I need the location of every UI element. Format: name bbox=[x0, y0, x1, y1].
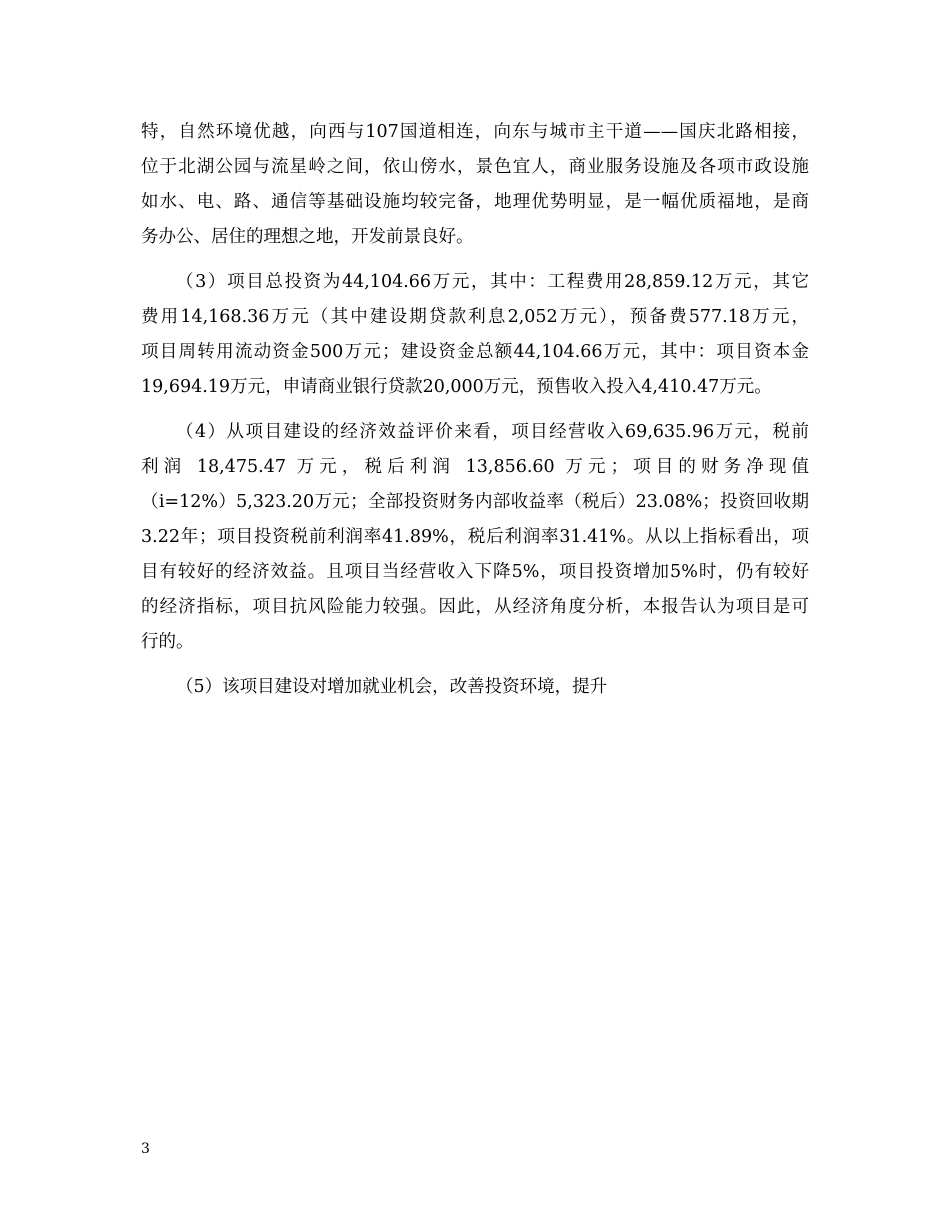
text-line: （4）从项目建设的经济效益评价来看，项目经营收入69,635.96万元，税前 bbox=[176, 422, 809, 442]
text-line: （5）该项目建设对增加就业机会，改善投资环境，提升 bbox=[176, 677, 608, 697]
text-line: 目有较好的经济效益。且项目当经营收入下降5%，项目投资增加5%时，仍有较好 bbox=[141, 562, 809, 582]
text-line: 行的。 bbox=[141, 632, 194, 652]
paragraph-economic-benefit bbox=[141, 415, 809, 660]
text-line: 特，自然环境优越，向西与107国道相连，向东与城市主干道——国庆北路相接， bbox=[141, 122, 809, 142]
text-line: 位于北湖公园与流星岭之间，依山傍水，景色宜人，商业服务设施及各项市政设施 bbox=[141, 157, 809, 177]
text-line: 如水、电、路、通信等基础设施均较完备，地理优势明显，是一幅优质福地，是商 bbox=[141, 192, 809, 212]
text-line: 3.22年；项目投资税前利润率41.89%，税后利润率31.41%。从以上指标看出，项 bbox=[141, 527, 809, 547]
page-number: 3 bbox=[141, 1141, 150, 1157]
paragraph-investment bbox=[141, 265, 809, 405]
text-line: 项目周转用流动资金500万元；建设资金总额44,104.66万元，其中：项目资本金 bbox=[141, 342, 809, 362]
text-line: 费用14,168.36万元（其中建设期贷款利息2,052万元），预备费577.18万元， bbox=[141, 307, 809, 327]
text-line: 的经济指标，项目抗风险能力较强。因此，从经济角度分析，本报告认为项目是可 bbox=[141, 597, 809, 617]
text-line: 利润 18,475.47 万元，税后利润 13,856.60 万元；项目的财务净现值 bbox=[141, 457, 809, 477]
paragraph-employment bbox=[141, 670, 809, 705]
text-line: 19,694.19万元，申请商业银行贷款20,000万元，预售收入投入4,410.47万元。 bbox=[141, 377, 772, 397]
text-line: （3）项目总投资为44,104.66万元，其中：工程费用28,859.12万元，其它 bbox=[176, 272, 809, 292]
body-text bbox=[141, 115, 809, 715]
text-line: 务办公、居住的理想之地，开发前景良好。 bbox=[141, 227, 474, 247]
text-line: （i=12%）5,323.20万元；全部投资财务内部收益率（税后）23.08%；投资回收期 bbox=[141, 492, 809, 512]
paragraph-location bbox=[141, 115, 809, 255]
